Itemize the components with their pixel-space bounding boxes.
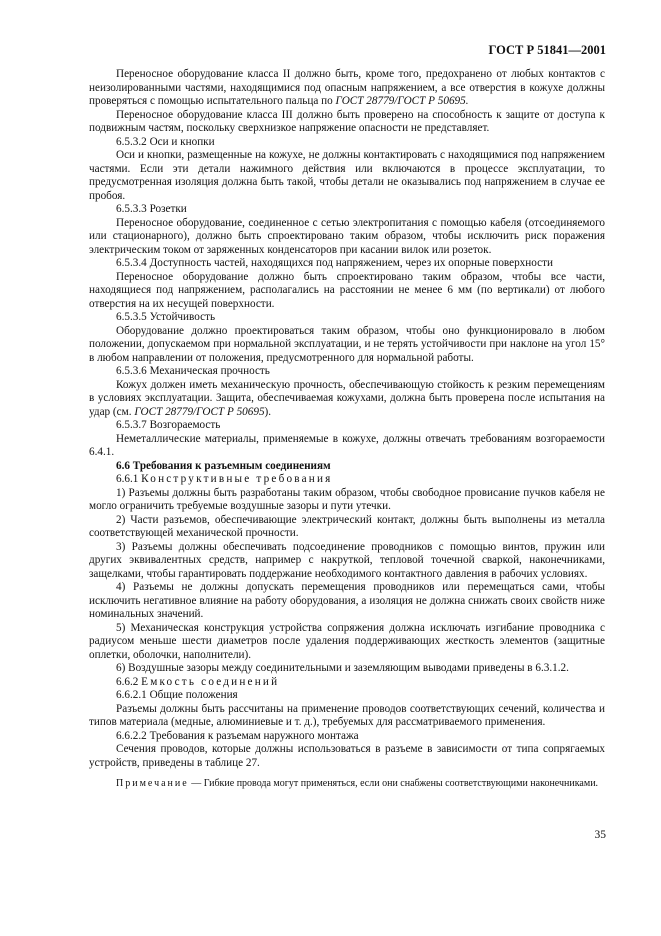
list-item: 6) Воздушные зазоры между соединительными и заземляющим выводами приведены в 6.3.1.2. — [116, 662, 569, 674]
section-number: 6.6.2 — [116, 675, 139, 688]
section-number: 6.6.1 — [116, 473, 139, 485]
section-heading-6-5-3-7: 6.5.3.7 Возгораемость — [116, 419, 221, 431]
page-header-standard: ГОСТ Р 51841—2001 — [488, 43, 606, 57]
paragraph: Разъемы должны быть рассчитаны на применение проводов соответствующих сечений, количества и типов материала (медные, алюминиевые и т. д.), требуемых для рассматриваемого применения. — [89, 702, 605, 728]
list-item: 4) Разъемы не должны допускать перемещения проводников или перемещаться сами, чтобы исключить негативное влияние на работу оборудования, а изоляция не должна снижать своих свойств ниже номинальных значений. — [89, 581, 605, 620]
list-item: 1) Разъемы должны быть разработаны таким образом, чтобы свободное провисание пучков кабеля не могло ограничить требуемые воздушные зазоры и пути утечки. — [89, 486, 605, 512]
paragraph — [89, 68, 605, 109]
section-title: Емкость соединений — [141, 675, 280, 688]
section-heading-6-6-1 — [89, 473, 605, 487]
paragraph: Оборудование должно проектироваться таким образом, чтобы оно функционировало в любом положении, допускаемом при нормальной эксплуатации, и не терять устойчивости при наклоне на угол 15° в любом направлении от положения, предусмотренного для нормальной работы. — [89, 324, 605, 364]
section-heading-6-6-2-1: 6.6.2.1 Общие положения — [116, 689, 238, 701]
note-text: — Гибкие провода могут применяться, если они снабжены соответствующими наконечниками. — [188, 778, 599, 789]
section-heading-6-6: 6.6 Требования к разъемным соединениям — [116, 459, 331, 472]
list-item: 3) Разъемы должны обеспечивать подсоединение проводников с помощью винтов, пружин или других эквивалентных средств, например с накруткой, тепловой точечной сваркой, наконечниками, защелками, чтобы гарантировать поддержание необходимого контактного давления в рабочих условиях. — [89, 540, 605, 580]
note-label: Примечание — [116, 778, 189, 789]
section-heading-6-5-3-5: 6.5.3.5 Устойчивость — [116, 311, 216, 323]
paragraph-text: ). — [264, 405, 272, 418]
section-heading-6-5-3-4: 6.5.3.4 Доступность частей, находящихся под напряжением, через их опорные поверхности — [116, 257, 553, 269]
paragraph-text: Переносное оборудование класса II должно быть, кроме того, предохранено от любых контактов с неизолированными частями, находящимися под опасным напряжением, а все отверстия в кожухе должны проверяться с помощью испытательного пальца по — [89, 68, 605, 107]
page-number: 35 — [594, 829, 606, 841]
paragraph: Переносное оборудование, соединенное с сетью электропитания с помощью кабеля (отсоединяемого или стационарного), должно быть спроектировано таким образом, чтобы исключить риск поражения электрическим током от заряженных конденсаторов при касании вилок или розеток. — [89, 216, 605, 256]
paragraph — [89, 379, 605, 420]
note — [89, 778, 605, 791]
section-heading-6-5-3-6: 6.5.3.6 Механическая прочность — [116, 365, 270, 377]
paragraph: Сечения проводов, которые должны использоваться в разъеме в зависимости от типа сопрягаемых устройств, приведены в таблице 27. — [89, 743, 605, 769]
standard-reference: ГОСТ 28779/ГОСТ Р 50695 — [134, 405, 265, 418]
section-heading-6-5-3-2: 6.5.3.2 Оси и кнопки — [116, 135, 215, 148]
section-heading-6-5-3-3: 6.5.3.3 Розетки — [116, 203, 187, 215]
section-heading-6-6-2 — [89, 676, 605, 690]
paragraph: Оси и кнопки, размещенные на кожухе, не должны контактировать с находящимися под напряжением частями. Если эти детали нажимного действия или включаются в процессе эксплуатации, то предусмотренная изоляция должна быть такой, чтобы детали не оказывались под напряжением в случае ее пробоя. — [89, 149, 605, 202]
standard-reference: ГОСТ 28779/ГОСТ Р 50695. — [335, 95, 469, 107]
paragraph: Неметаллические материалы, применяемые в кожухе, должны отвечать требованиям возгораемости 6.4.1. — [89, 432, 605, 458]
paragraph: Переносное оборудование класса III должно быть проверено на способность к защите от доступа к подвижным частям, поскольку сверхнизкое напряжение опасности не представляет. — [89, 108, 605, 134]
list-item: 2) Части разъемов, обеспечивающие электрический контакт, должны быть выполнены из металла соответствующей механической прочности. — [89, 513, 605, 539]
section-heading-6-6-2-2: 6.6.2.2 Требования к разъемам наружного монтажа — [116, 729, 359, 742]
section-title: Конструктивные требования — [141, 473, 333, 485]
document-body — [89, 68, 605, 791]
paragraph-text: Кожух должен иметь механическую прочность, обеспечивающую стойкость к резким перемещениям в условиях эксплуатации. Защита, обеспечиваемая кожухами, должна быть проверена после испытания на удар (см. — [89, 378, 605, 418]
paragraph: Переносное оборудование должно быть спроектировано таким образом, чтобы все части, находящиеся под напряжением, располагались на расстоянии не менее 6 мм (по вертикали) от любого отверстия на их несущей поверхности. — [89, 270, 605, 310]
list-item: 5) Механическая конструкция устройства сопряжения должна исключать изгибание проводника с радиусом меньше шести диаметров после удаления поддерживающих жесткость элементов (защитные оплетки, оболочки, наполнители). — [89, 621, 605, 661]
